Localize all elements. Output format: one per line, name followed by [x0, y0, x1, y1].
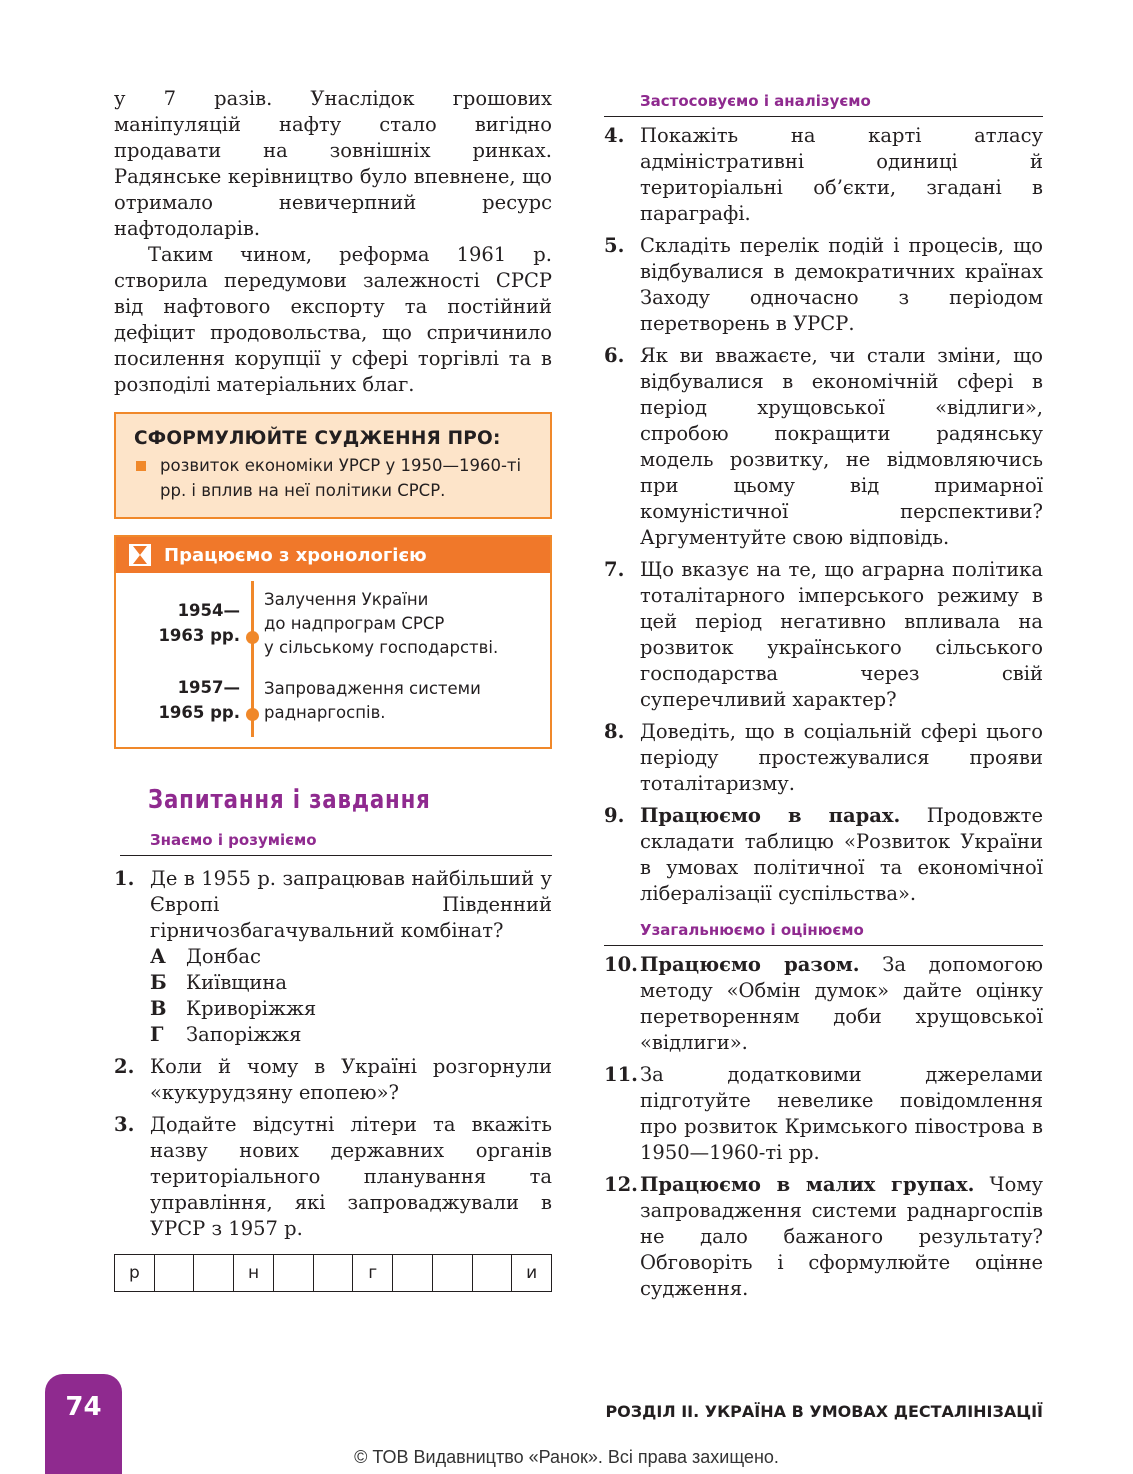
- question-10: 10. Працюємо разом. За допомогою методу «Обмін думок» дайте оцінку перетворенням доби хрущовської «відлиги».: [604, 953, 1043, 1054]
- question-3: 3. Додайте відсутні літери та вкажіть назву нових державних органів територіального планування та управління, які запроваджували в УРСР з 1957 р.: [114, 1113, 552, 1240]
- judgement-title: СФОРМУЛЮЙТЕ СУДЖЕННЯ ПРО:: [134, 428, 501, 449]
- chronology-header: [116, 537, 550, 573]
- timeline-event-text: Залучення України до надпрограм СРСР у сільському господарстві.: [264, 590, 499, 657]
- question-text: Додайте відсутні літери та вкажіть назву нових державних органів територіального планування та управління, які запроваджували в УРСР з 1957 р.: [150, 1113, 552, 1240]
- question-5: 5. Складіть перелік подій і процесів, що відбувалися в демократичних країнах Заходу одночасно з періодом перетворень в УРСР.: [604, 234, 1043, 335]
- question-text: Доведіть, що в соціальній сфері цього періоду простежувалися прояви тоталітаризму.: [640, 720, 1043, 795]
- question-text: Працюємо в парах. Продовжте складати таблицю «Розвиток України в умовах політичної та економічної лібералізації суспільства».: [640, 804, 1044, 905]
- question-text: Де в 1955 р. запрацював найбільший у Європі Південний гірничозбагачувальний комбінат?: [150, 867, 552, 942]
- question-text: Покажіть на карті атласу адміністративні одиниці й територіальні об’єкти, згадані в параграфі.: [640, 124, 1043, 225]
- question-text: Що вказує на те, що аграрна політика тоталітарного імперського режиму в цей період негативно впливала на розвиток українського сільського господарства через свій суперечливий характер?: [640, 558, 1043, 711]
- answer-option: Г Запоріжжя: [150, 1023, 302, 1046]
- timeline-dot: [246, 708, 259, 721]
- letter-cell[interactable]: [433, 1255, 473, 1291]
- letter-grid: [114, 1254, 552, 1292]
- letter-cell[interactable]: [274, 1255, 314, 1291]
- timeline: [116, 573, 550, 747]
- letter-cell[interactable]: г: [353, 1255, 393, 1291]
- question-text: Працюємо в малих групах. Чому запровадження системи раднаргоспів не дало бажаного результату? Обговоріть і сформулюйте оцінне судження.: [640, 1173, 1044, 1300]
- chapter-title: РОЗДІЛ ІІ. УКРАЇНА В УМОВАХ ДЕСТАЛІНІЗАЦІЇ: [605, 1402, 1043, 1421]
- paragraph: у 7 разів. Унаслідок грошових маніпуляцій нафту стало вигідно продавати на зовнішніх ринках. Радянське керівництво було впевнене, що отримало невичерпний ресурс нафтодоларів.: [114, 87, 552, 240]
- question-9: 9. Працюємо в парах. Продовжте складати таблицю «Розвиток України в умовах політичної та економічної лібералізації суспільства».: [604, 804, 1044, 905]
- judgement-box: [114, 412, 552, 519]
- hourglass-icon: [128, 543, 152, 567]
- question-8: 8. Доведіть, що в соціальній сфері цього періоду простежувалися прояви тоталітаризму.: [604, 720, 1043, 795]
- chronology-box: [114, 535, 552, 749]
- question-1: 1. Де в 1955 р. запрацював найбільший у Європі Південний гірничозбагачувальний комбінат? А Донбас Б Київщина В Криворіжжя Г Запоріжжя: [114, 867, 552, 1046]
- question-11: 11. За додатковими джерелами підготуйте невелике повідомлення про розвиток Кримського півострова в 1950—1960-ті рр.: [604, 1063, 1043, 1164]
- letter-cell[interactable]: и: [526, 1263, 538, 1283]
- paragraph: Таким чином, реформа 1961 р. створила передумови залежності СРСР від нафтового експорту та постійний дефіцит продовольства, що спричинило посилення корупції у сфері торгівлі та в розподілі матеріальних благ.: [114, 243, 552, 396]
- letter-cell[interactable]: [155, 1255, 195, 1291]
- timeline-date: 1954— 1963 рр.: [158, 601, 240, 645]
- bullet-square-icon: [136, 461, 146, 471]
- timeline-event-text: Запровадження системи раднаргоспів.: [264, 679, 481, 722]
- subhead-know-understand: Знаємо і розуміємо: [120, 831, 552, 856]
- right-column: [604, 92, 1043, 1308]
- answer-option: В Криворіжжя: [150, 997, 317, 1020]
- subhead-apply-analyze: Застосовуємо і аналізуємо: [604, 92, 1043, 117]
- page-number: 74: [45, 1374, 122, 1474]
- question-text: Складіть перелік подій і процесів, що відбувалися в демократичних країнах Заходу одночасно з періодом перетворень в УРСР.: [640, 234, 1043, 335]
- judgement-item-text: розвиток економіки УРСР у 1950—1960-ті рр. і вплив на неї політики СРСР.: [160, 456, 522, 500]
- answer-option: А Донбас: [150, 945, 261, 968]
- section-title: Запитання і завдання: [148, 785, 431, 815]
- subhead-generalize-evaluate: Узагальнюємо і оцінюємо: [604, 921, 1043, 946]
- question-text: Як ви вважаєте, чи стали зміни, що відбувалися в економічній сфері в період хрущовської «відлиги», спробою покращити радянську модель розвитку, не відмовляючись при цьому від примарної комуністичної перспективи? Аргументуйте свою відповідь.: [640, 344, 1043, 549]
- timeline-dot: [246, 631, 259, 644]
- question-text: Коли й чому в Україні розгорнули «кукурудзяну епопею»?: [150, 1055, 552, 1104]
- question-text: Працюємо разом. За допомогою методу «Обмін думок» дайте оцінку перетворенням доби хрущовської «відлиги».: [640, 953, 1043, 1054]
- question-2: 2. Коли й чому в Україні розгорнули «кукурудзяну епопею»?: [114, 1055, 552, 1104]
- question-4: 4. Покажіть на карті атласу адміністративні одиниці й територіальні об’єкти, згадані в параграфі.: [604, 124, 1043, 225]
- chronology-title: Працюємо з хронологією: [164, 544, 427, 566]
- question-7: 7. Що вказує на те, що аграрна політика тоталітарного імперського режиму в цей період негативно впливала на розвиток українського сільського господарства через свій суперечливий характер?: [604, 558, 1043, 711]
- answer-option: Б Київщина: [150, 971, 288, 994]
- letter-cell[interactable]: н: [234, 1255, 274, 1291]
- letter-cell[interactable]: р: [115, 1255, 155, 1291]
- letter-cell[interactable]: [393, 1255, 433, 1291]
- timeline-date: 1957— 1965 рр.: [158, 678, 240, 722]
- copyright: © ТОВ Видавництво «Ранок». Всі права захищено.: [354, 1447, 779, 1467]
- judgement-item: [134, 453, 532, 503]
- question-text: За додатковими джерелами підготуйте невелике повідомлення про розвиток Кримського півострова в 1950—1960-ті рр.: [640, 1063, 1043, 1164]
- letter-cell[interactable]: [314, 1255, 354, 1291]
- question-12: 12. Працюємо в малих групах. Чому запровадження системи раднаргоспів не дало бажаного результату? Обговоріть і сформулюйте оцінне судження.: [604, 1173, 1044, 1300]
- question-6: 6. Як ви вважаєте, чи стали зміни, що відбувалися в економічній сфері в період хрущовської «відлиги», спробою покращити радянську модель розвитку, не відмовляючись при цьому від примарної комуністичної перспективи? Аргументуйте свою відповідь.: [604, 344, 1043, 549]
- letter-cell[interactable]: [473, 1255, 513, 1291]
- left-column: [114, 86, 552, 1292]
- letter-cell[interactable]: [194, 1255, 234, 1291]
